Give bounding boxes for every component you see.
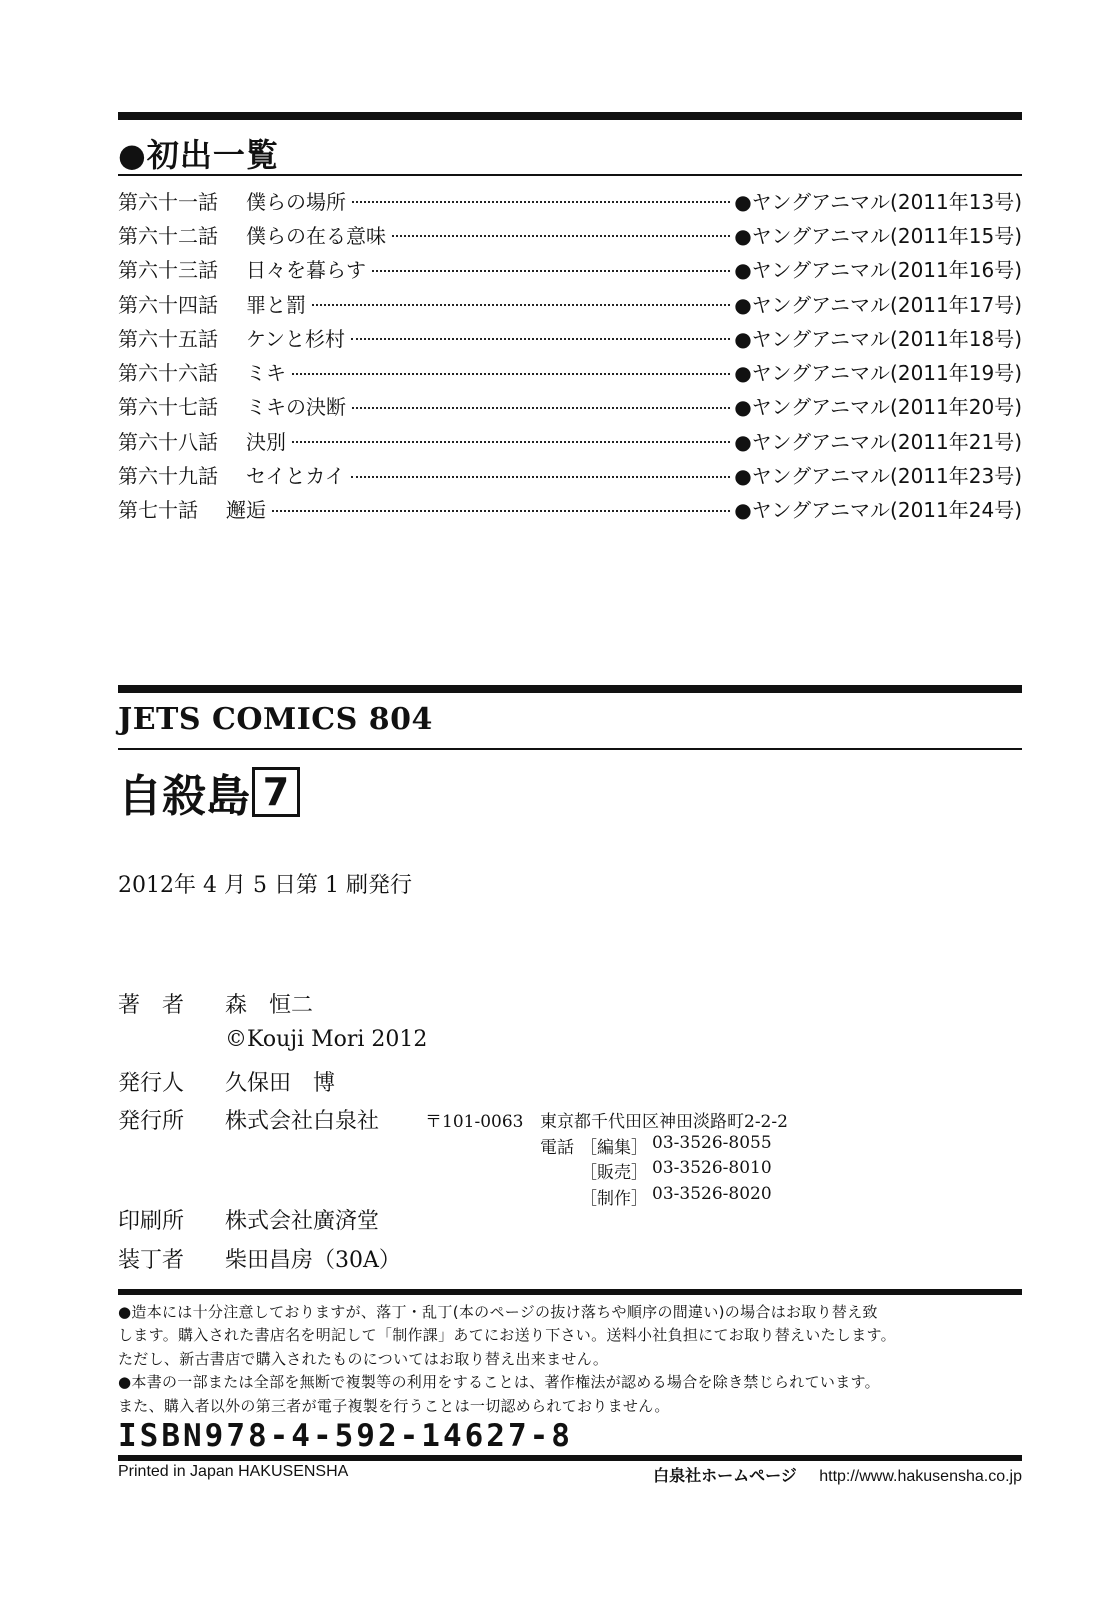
isbn: ISBN978-4-592-14627-8 xyxy=(118,1418,573,1454)
toc-leader-dots xyxy=(372,270,730,272)
toc-row xyxy=(118,457,1022,491)
publication-date: 2012年 4 月 5 日第 1 刷発行 xyxy=(118,873,412,898)
toc-source: ●ヤングアニマル(2011年16号) xyxy=(734,258,1022,283)
publisher-person-label: 発行人 xyxy=(118,1071,185,1096)
toc-leader-dots xyxy=(292,373,730,375)
publisher-person: 久保田 博 xyxy=(225,1071,336,1096)
toc-source: ●ヤングアニマル(2011年23号) xyxy=(734,464,1022,489)
toc-source: ●ヤングアニマル(2011年21号) xyxy=(734,429,1022,454)
author-label: 著 者 xyxy=(118,993,185,1018)
toc-episode: 第六十八話 xyxy=(118,429,218,454)
notice-line: します。購入された書店名を明記して「制作課」あてにお送り下さい。送料小社負担にてお取り替えいたします。 xyxy=(118,1326,896,1345)
toc-episode: 第六十七話 xyxy=(118,395,218,420)
toc-episode: 第六十一話 xyxy=(118,189,218,214)
toc-list xyxy=(118,183,1022,526)
toc-row xyxy=(118,320,1022,354)
colophon-thick-rule xyxy=(118,685,1022,693)
publisher-address: 東京都千代田区神田淡路町2-2-2 xyxy=(540,1112,788,1132)
book-title xyxy=(118,760,300,824)
toc-source: ●ヤングアニマル(2011年19号) xyxy=(734,361,1022,386)
designer-label: 装丁者 xyxy=(118,1248,185,1273)
toc-row xyxy=(118,492,1022,526)
toc-title: 罪と罰 xyxy=(246,292,306,317)
notice-line: ただし、新古書店で購入されたものについてはお取り替え出来ません。 xyxy=(118,1349,609,1368)
phone-dept: ［販売］ xyxy=(580,1163,648,1183)
toc-leader-dots xyxy=(312,304,730,306)
toc-episode: 第六十九話 xyxy=(118,464,218,489)
publisher-label: 発行所 xyxy=(118,1109,185,1134)
legal-notice xyxy=(118,1301,1038,1418)
toc-title: ミキの決断 xyxy=(246,395,346,420)
homepage-line xyxy=(653,1463,1022,1486)
toc-episode: 第六十二話 xyxy=(118,223,218,248)
notice-line: ●本書の一部または全部を無断で複製等の利用をすることは、著作権法が認める場合を除き禁じられています。 xyxy=(118,1373,880,1392)
notice-line: また、購入者以外の第三者が電子複製を行うことは一切認められておりません。 xyxy=(118,1396,670,1415)
toc-title: 日々を暮らす xyxy=(246,258,366,283)
toc-row xyxy=(118,354,1022,388)
toc-row xyxy=(118,252,1022,286)
toc-title: 邂逅 xyxy=(226,498,266,523)
toc-source: ●ヤングアニマル(2011年18号) xyxy=(734,326,1022,351)
phone-dept: ［編集］ xyxy=(580,1138,648,1158)
toc-heading: ●初出一覧 xyxy=(118,136,279,174)
toc-leader-dots xyxy=(292,441,730,443)
printer-name: 株式会社廣済堂 xyxy=(225,1209,380,1234)
isbn-rule xyxy=(118,1455,1022,1461)
printer-label: 印刷所 xyxy=(118,1209,185,1234)
toc-row xyxy=(118,423,1022,457)
homepage-label: 白泉社ホームページ xyxy=(653,1468,797,1485)
toc-title: セイとカイ xyxy=(246,464,345,489)
top-thick-rule xyxy=(118,112,1022,120)
toc-row xyxy=(118,389,1022,423)
colophon-thin-rule xyxy=(118,748,1022,750)
toc-title: ケンと杉村 xyxy=(246,326,345,351)
printed-in: Printed in Japan HAKUSENSHA xyxy=(118,1463,349,1480)
toc-episode: 第六十五話 xyxy=(118,326,218,351)
toc-source: ●ヤングアニマル(2011年24号) xyxy=(734,498,1022,523)
notice-line: ●造本には十分注意しておりますが、落丁・乱丁(本のページの抜け落ちや順序の間違い)の場合はお取り替え致 xyxy=(118,1303,878,1321)
designer-name: 柴田昌房（30A） xyxy=(225,1248,401,1273)
phone-label: 電話 xyxy=(540,1138,574,1158)
copyright-notice: ©Kouji Mori 2012 xyxy=(225,1027,428,1052)
toc-leader-dots xyxy=(352,407,730,409)
toc-heading-rule xyxy=(118,174,1022,176)
toc-episode: 第六十四話 xyxy=(118,292,218,317)
publisher-name: 株式会社白泉社 xyxy=(225,1109,380,1134)
toc-row xyxy=(118,286,1022,320)
toc-title: ミキ xyxy=(246,361,286,386)
toc-title: 僕らの在る意味 xyxy=(246,223,386,248)
postal-code: 〒101-0063 xyxy=(425,1112,524,1132)
toc-leader-dots xyxy=(272,510,730,512)
toc-leader-dots xyxy=(351,338,730,340)
toc-source: ●ヤングアニマル(2011年20号) xyxy=(734,395,1022,420)
phone-number: 03-3526-8055 xyxy=(652,1133,772,1153)
toc-row xyxy=(118,217,1022,251)
toc-episode: 第六十六話 xyxy=(118,361,218,386)
phone-number: 03-3526-8010 xyxy=(652,1158,772,1178)
author-name: 森 恒二 xyxy=(225,993,314,1018)
toc-source: ●ヤングアニマル(2011年13号) xyxy=(734,189,1022,214)
toc-row xyxy=(118,183,1022,217)
toc-source: ●ヤングアニマル(2011年15号) xyxy=(734,223,1022,248)
homepage-url[interactable]: http://www.hakusensha.co.jp xyxy=(819,1468,1022,1485)
toc-leader-dots xyxy=(352,201,730,203)
toc-leader-dots xyxy=(351,476,730,478)
book-title-text: 自殺島 xyxy=(118,771,250,822)
toc-leader-dots xyxy=(392,235,730,237)
volume-number: 7 xyxy=(252,767,300,817)
toc-title: 僕らの場所 xyxy=(246,189,346,214)
toc-source: ●ヤングアニマル(2011年17号) xyxy=(734,292,1022,317)
series-label: JETS COMICS 804 xyxy=(118,702,433,737)
phone-number: 03-3526-8020 xyxy=(652,1184,772,1204)
phone-dept: ［制作］ xyxy=(580,1189,648,1209)
toc-episode: 第七十話 xyxy=(118,498,198,523)
toc-episode: 第六十三話 xyxy=(118,258,218,283)
toc-title: 決別 xyxy=(246,429,286,454)
notice-rule xyxy=(118,1289,1022,1295)
